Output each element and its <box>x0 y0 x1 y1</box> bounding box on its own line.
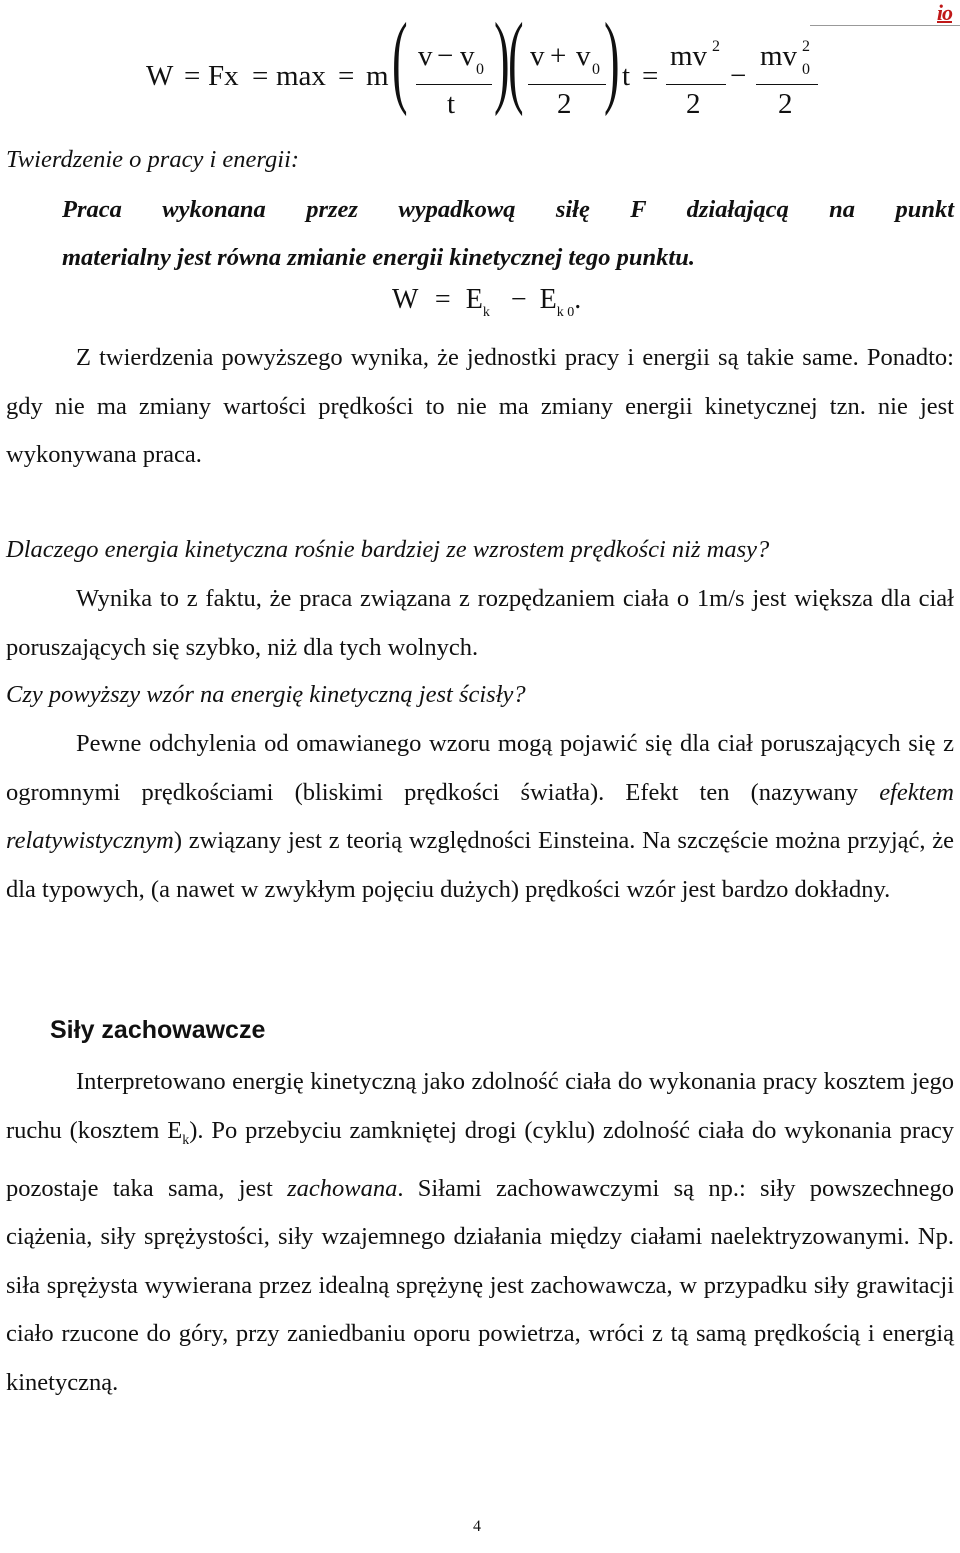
theorem-block <box>6 136 954 283</box>
question-formula-exact <box>6 671 954 720</box>
subscript-k: k <box>182 1132 190 1148</box>
paragraph-span: Interpretowano energię kinetyczną jako zdolność ciała do wykonania pracy kosztem jego ruchu (kosztem E <box>6 1068 954 1144</box>
page-number: 4 <box>473 1518 481 1535</box>
io-logo: io <box>936 0 952 25</box>
formula-symbol: E <box>465 284 483 315</box>
formula-subscript: k 0 <box>556 305 575 320</box>
formula-symbol: − <box>730 60 747 92</box>
formula-subscript: k <box>482 305 490 320</box>
emphasis-text: zachowana <box>287 1174 398 1202</box>
theorem-label: Twierdzenie o pracy i energii: <box>6 146 300 173</box>
paragraph-explanation <box>6 575 954 672</box>
formula-symbol: . <box>574 284 582 315</box>
formula-superscript: 2 <box>712 38 720 55</box>
question-text: Dlaczego energia kinetyczna rośnie bardziej ze wzrostem prędkości niż masy? <box>6 536 770 563</box>
question-text: Czy powyższy wzór na energię kinetyczną jest ścisły? <box>6 681 526 708</box>
fraction-bar <box>416 84 492 85</box>
formula-symbol: = <box>434 284 451 315</box>
formula-symbol: W <box>146 60 174 92</box>
formula-symbol: max <box>276 60 326 92</box>
paragraph-text: Wynika to z faktu, że praca związana z rozpędzaniem ciała o 1m/s jest większa dla ciał poruszających się szybko, niż dla tych wolnych. <box>6 585 954 661</box>
formula-symbol: m <box>366 60 389 92</box>
fraction-bar <box>528 84 606 85</box>
formula-symbol: t <box>447 88 456 120</box>
formula-symbol: + <box>550 40 567 72</box>
formula-symbol: = <box>252 60 269 92</box>
formula-symbol: v <box>530 40 545 72</box>
formula-symbol: − <box>510 284 527 315</box>
formula-symbol: = <box>642 60 659 92</box>
right-paren-icon: ) <box>494 2 510 117</box>
formula-symbol: 2 <box>778 88 793 120</box>
formula-symbol: E <box>539 284 557 315</box>
formula-symbol: v <box>460 40 475 72</box>
formula-symbol: = <box>338 60 355 92</box>
formula-symbol: W <box>392 284 418 315</box>
formula-symbol: v <box>418 40 433 72</box>
formula-symbol: Fx <box>208 60 239 92</box>
paragraph-units <box>6 334 954 480</box>
formula-symbol: t <box>622 60 631 92</box>
paragraph-relativistic <box>6 720 954 914</box>
paragraph-span: ). Po przebyciu zamkniętej drogi (cyklu) zdolność ciała do wykonania pracy pozostaje taka sama, jest <box>6 1116 954 1202</box>
paragraph-text <box>6 1058 954 1407</box>
formula-symbol: mv <box>760 40 798 72</box>
right-paren-icon: ) <box>604 2 620 117</box>
work-energy-equation <box>392 284 582 320</box>
left-paren-icon: ( <box>392 2 408 117</box>
paragraph-span: . Siłami zachowawczymi są np.: siły powszechnego ciążenia, siły sprężystości, siły wzajemnego działania między ciałami naelektryzowanymi. Np. siła sprężysta wywierana przez idealną sprężynę jest zachowawcza, w przypadku siły grawitacji ciało rzucone do góry, przy zaniedbaniu oporu powietrza, wróci z tą samą prędkością i energią kinetyczną. <box>6 1174 954 1396</box>
theorem-line-1: Praca wykonana przez wypadkową siłę F działającą na punkt <box>62 195 954 223</box>
formula-symbol: 2 <box>686 88 701 120</box>
fraction-bar <box>666 84 726 85</box>
formula-symbol: = <box>184 60 201 92</box>
paragraph-text <box>6 720 954 914</box>
formula-subscript: 0 <box>802 61 810 78</box>
theorem-line-2: materialny jest równa zmianie energii kinetycznej tego punktu. <box>62 244 695 271</box>
question-kinetic-growth <box>6 526 954 575</box>
formula-symbol: − <box>437 40 454 72</box>
formula-subscript: 0 <box>476 61 484 78</box>
paragraph-conservative-forces <box>6 1058 954 1407</box>
formula-subscript: 0 <box>592 61 600 78</box>
emphasis-text: efektem relatywistycznym <box>6 778 954 854</box>
left-paren-icon: ( <box>508 2 524 117</box>
formula-superscript: 2 <box>802 38 810 55</box>
formula-symbol: 2 <box>557 88 572 120</box>
formula-symbol: v <box>576 40 591 72</box>
fraction-bar <box>756 84 818 85</box>
formula-symbol: mv <box>670 40 708 72</box>
paragraph-span: ) związany jest z teorią względności Einsteina. Na szczęście można przyjąć, że dla typowych, (a nawet w zwykłym pojęciu dużych) prędkości wzór jest bardzo dokładny. <box>6 827 954 903</box>
work-kinetic-formula <box>0 0 960 140</box>
section-heading: Siły zachowawcze <box>50 1016 266 1044</box>
paragraph-span: Pewne odchylenia od omawianego wzoru mogą pojawić się dla ciał poruszających się z ogromnymi prędkościami (bliskimi prędkości światła). Efekt ten (nazywany <box>6 730 954 806</box>
paragraph-text: Z twierdzenia powyższego wynika, że jednostki pracy i energii są takie same. Ponadto: gdy nie ma zmiany wartości prędkości to nie ma zmiany energii kinetycznej tzn. nie jest wykonywana praca. <box>6 344 954 468</box>
